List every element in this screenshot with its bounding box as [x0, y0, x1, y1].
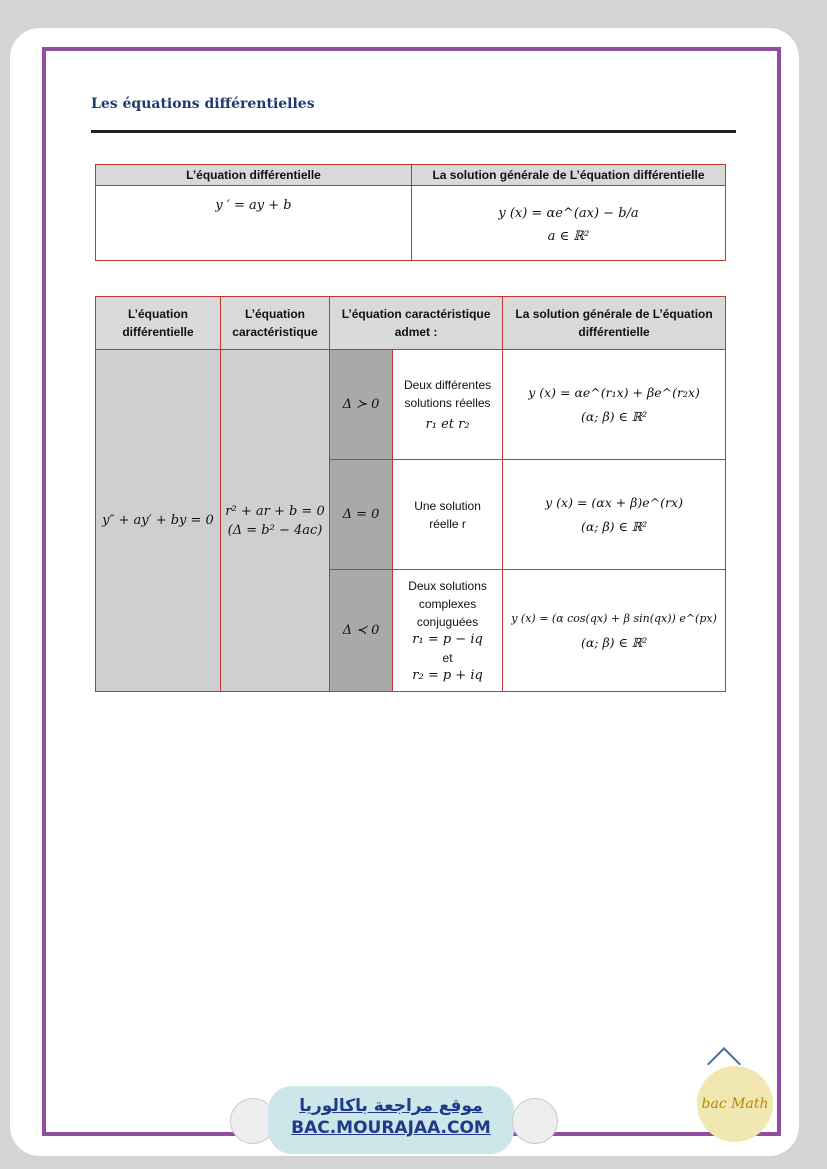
t2-header-admits: L’équation caractéristique admet :: [330, 297, 503, 350]
case3-solution-cell: [503, 570, 726, 692]
case3-description: [393, 570, 503, 692]
t1-header-solution: La solution générale de L’équation différentielle: [412, 165, 726, 186]
case3-desc5: et: [442, 650, 453, 665]
t1-solution-cell: [412, 186, 726, 261]
case3-desc1: Deux solutions: [408, 578, 487, 593]
first-order-table: [95, 164, 726, 261]
t1-condition: a ∈ ℝ²: [547, 229, 590, 244]
t2-equation: y″ + ay′ + by = 0: [102, 513, 214, 528]
case1-desc1: Deux différentes: [403, 377, 492, 392]
case3-desc2: complexes: [418, 596, 477, 611]
t2-discriminant: (Δ = b² − 4ac): [227, 522, 323, 538]
case2-delta: Δ = 0: [330, 460, 393, 570]
case1-delta: Δ ≻ 0: [330, 350, 393, 460]
page-title: Les équations différentielles: [91, 96, 315, 112]
case1-condition: (α; β) ∈ ℝ²: [580, 408, 648, 424]
t2-header-solution: La solution générale de L’équation différentielle: [503, 297, 726, 350]
case3-delta: Δ ≺ 0: [330, 570, 393, 692]
case2-condition: (α; β) ∈ ℝ²: [580, 518, 648, 534]
bac-math-badge: bac Math: [697, 1066, 773, 1142]
footer-site-link[interactable]: BAC.MOURAJAA.COM: [291, 1118, 491, 1138]
title-rule: [91, 130, 736, 133]
t2-equation-cell: [96, 350, 221, 692]
footer-banner[interactable]: [268, 1086, 514, 1154]
case1-desc2: solutions réelles: [404, 395, 491, 410]
case3-desc6: r₂ = p + iq: [412, 667, 483, 683]
case2-desc1: Une solution: [414, 498, 481, 513]
t1-equation-cell: [96, 186, 412, 261]
t1-equation: y ′ = ay + b: [215, 198, 292, 213]
case2-desc2: réelle r: [429, 516, 466, 531]
case2-solution-cell: [503, 460, 726, 570]
t1-header-equation: L’équation différentielle: [96, 165, 412, 186]
case2-solution: y (x) = (αx + β)e^(rx): [545, 494, 683, 510]
case1-description: [393, 350, 503, 460]
case1-solution: y (x) = αe^(r₁x) + βe^(r₂x): [528, 384, 700, 400]
case1-desc3: r₁ et r₂: [425, 416, 470, 432]
t1-solution: y (x) = αe^(ax) − b/a: [498, 206, 639, 221]
case3-solution: y (x) = (α cos(qx) + β sin(qx)) e^(px): [511, 611, 717, 625]
case3-desc3: conjuguées: [416, 614, 479, 629]
footer-arabic-text[interactable]: موقع مراجعة باكالوريا: [299, 1096, 483, 1116]
second-order-table: [95, 296, 726, 692]
t2-characteristic: r² + ar + b = 0: [225, 503, 325, 519]
right-logo-icon: [512, 1098, 558, 1144]
case3-condition: (α; β) ∈ ℝ²: [580, 634, 648, 650]
t2-characteristic-cell: [221, 350, 330, 692]
case3-desc4: r₁ = p − iq: [412, 631, 483, 647]
t2-header-characteristic: L’équation caractéristique: [221, 297, 330, 350]
t2-header-equation: L’équation différentielle: [96, 297, 221, 350]
case2-description: [393, 460, 503, 570]
case1-solution-cell: [503, 350, 726, 460]
